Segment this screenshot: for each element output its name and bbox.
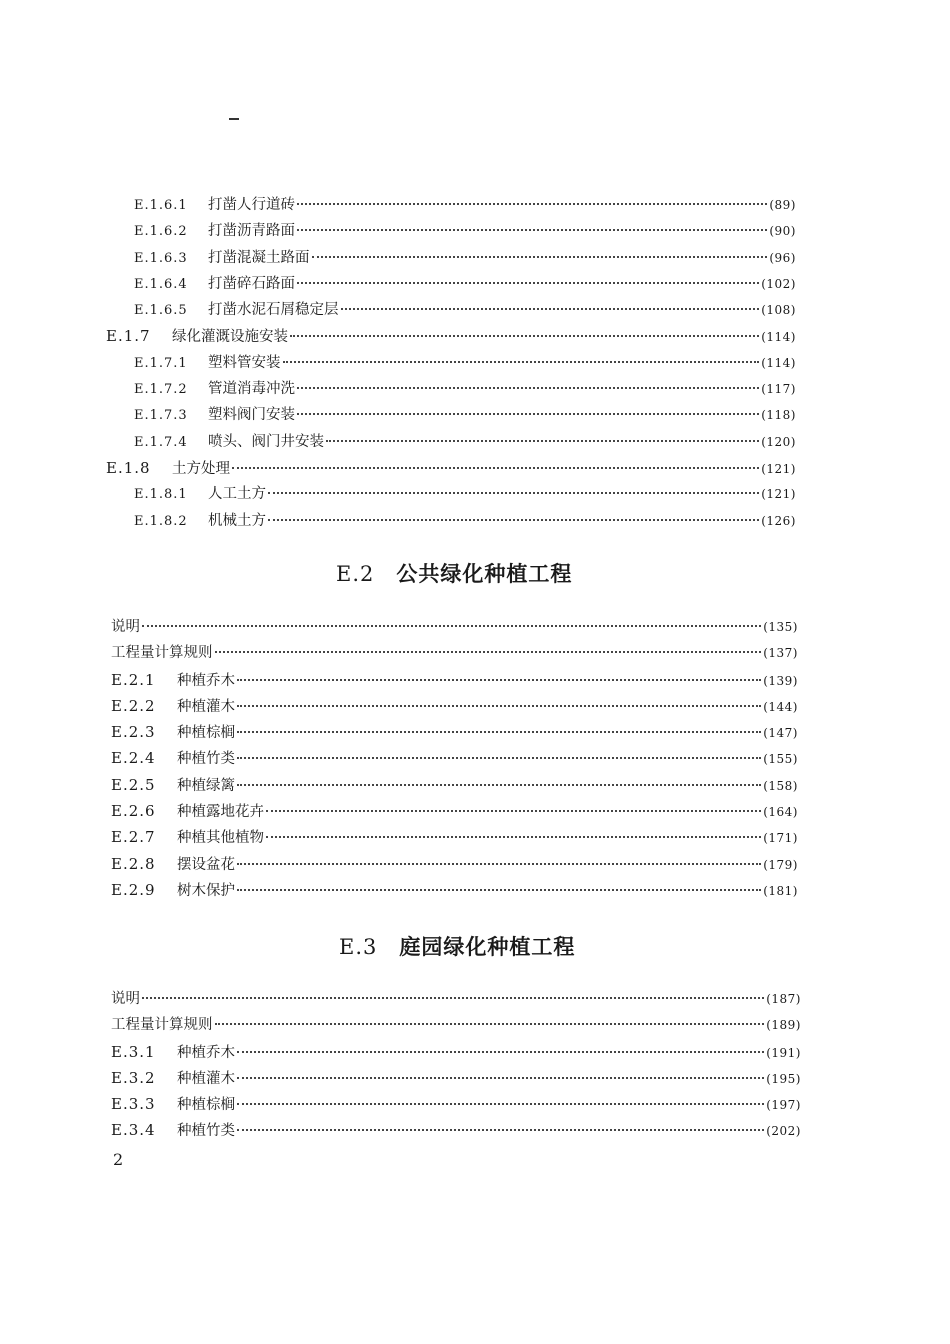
toc-entry [134, 350, 796, 376]
entry-page: (171) [763, 831, 798, 846]
toc-entry [134, 429, 796, 455]
section-heading-e3 [339, 931, 575, 961]
entry-number: E.1.6.2 [134, 224, 188, 240]
entry-title: 绿化灌溉设施安装 [172, 329, 288, 346]
toc-entry [134, 402, 796, 428]
entry-number: E.1.7.4 [134, 434, 188, 450]
section-title: 庭园绿化种植工程 [399, 935, 576, 959]
entry-page: (164) [763, 805, 798, 820]
entry-title: 喷头、阀门井安装 [208, 433, 324, 450]
entry-page: (197) [766, 1098, 801, 1113]
dot-leader [142, 624, 761, 627]
section-title: 公共绿化种植工程 [396, 562, 573, 586]
dot-leader [237, 1050, 764, 1053]
toc-entry [111, 798, 798, 824]
entry-number: E.1.7 [106, 327, 151, 346]
toc-entry [111, 1012, 801, 1038]
entry-page: (90) [769, 224, 796, 239]
toc-entry [134, 481, 796, 507]
entry-title: 摆设盆花 [177, 856, 235, 873]
dot-leader [297, 281, 759, 284]
entry-title: 种植露地花卉 [177, 804, 264, 821]
dot-leader [266, 809, 761, 812]
toc-entry [111, 667, 798, 693]
toc-e3 [111, 986, 801, 1144]
toc-entry [134, 376, 796, 402]
toc-entry [111, 1117, 801, 1143]
dot-leader [237, 730, 761, 733]
entry-number: E.1.8.2 [134, 513, 188, 529]
entry-page: (96) [769, 250, 796, 265]
entry-title: 种植其他植物 [177, 830, 264, 847]
entry-page: (118) [761, 408, 796, 423]
entry-title: 打凿碎石路面 [208, 275, 295, 292]
dot-leader [237, 1128, 764, 1131]
toc-part1 [106, 192, 796, 534]
toc-entry [111, 986, 801, 1012]
section-number: E.2 [336, 562, 375, 586]
entry-page: (114) [761, 330, 796, 345]
entry-number: E.1.6.1 [134, 198, 188, 213]
entry-number: E.2.6 [111, 802, 156, 821]
dot-leader [237, 1102, 764, 1105]
dot-leader [215, 650, 762, 653]
toc-entry [111, 1039, 801, 1065]
dot-leader [237, 783, 761, 786]
entry-title: 说明 [111, 991, 140, 1007]
entry-number: E.1.6.3 [134, 250, 188, 266]
entry-page: (191) [766, 1045, 801, 1060]
toc-entry [111, 719, 798, 745]
entry-title: 种植乔木 [177, 672, 235, 689]
entry-page: (158) [763, 778, 798, 793]
toc-entry [111, 877, 798, 903]
entry-title: 打凿沥青路面 [208, 223, 295, 240]
entry-number: E.2.4 [111, 749, 156, 768]
entry-title: 机械土方 [208, 512, 266, 529]
entry-number: E.1.7.2 [134, 382, 188, 398]
dot-leader [237, 704, 761, 707]
dot-leader [290, 334, 759, 337]
entry-title: 种植棕榈 [177, 725, 235, 742]
entry-title: 种植灌木 [177, 698, 235, 715]
entry-title: 人工土方 [208, 486, 266, 503]
entry-title: 土方处理 [172, 460, 230, 477]
toc-entry [134, 297, 796, 323]
entry-number: E.1.7.3 [134, 408, 188, 424]
dot-leader [142, 996, 764, 999]
toc-entry [134, 271, 796, 297]
dot-leader [232, 466, 759, 469]
entry-number: E.2.9 [111, 880, 156, 899]
entry-title: 种植竹类 [177, 1123, 235, 1140]
dot-leader [237, 888, 761, 891]
entry-page: (144) [763, 699, 798, 714]
entry-number: E.2.8 [111, 854, 156, 873]
entry-number: E.2.7 [111, 828, 156, 847]
entry-title: 打凿混凝土路面 [208, 249, 310, 266]
toc-entry [106, 455, 796, 481]
toc-entry [111, 824, 798, 850]
entry-number: E.3.1 [111, 1042, 156, 1061]
dot-leader [268, 491, 759, 494]
toc-entry [111, 851, 798, 877]
toc-e2 [111, 614, 798, 903]
entry-number: E.3.3 [111, 1095, 156, 1114]
dot-leader [266, 835, 761, 838]
entry-number: E.1.7.1 [134, 355, 188, 371]
entry-page: (121) [761, 487, 796, 502]
entry-title: 种植灌木 [177, 1070, 235, 1087]
entry-title: 种植竹类 [177, 751, 235, 768]
entry-page: (121) [761, 461, 796, 476]
toc-entry [111, 1065, 801, 1091]
dot-leader [268, 518, 759, 521]
dot-leader [237, 862, 761, 865]
entry-title: 工程量计算规则 [111, 645, 213, 662]
toc-entry [111, 614, 798, 640]
toc-entry [111, 772, 798, 798]
dot-leader [297, 386, 759, 389]
entry-page: (147) [763, 726, 798, 741]
toc-entry [134, 192, 796, 218]
toc-entry [134, 218, 796, 244]
toc-entry [111, 693, 798, 719]
entry-number: E.3.2 [111, 1068, 156, 1087]
section-heading-e2 [336, 558, 572, 588]
entry-title: 打凿水泥石屑稳定层 [208, 302, 339, 319]
entry-title: 塑料管安装 [208, 354, 281, 371]
toc-entry [134, 245, 796, 271]
entry-page: (108) [761, 303, 796, 318]
entry-number: E.2.5 [111, 775, 156, 794]
entry-page: (187) [766, 992, 801, 1006]
entry-page: (189) [766, 1018, 801, 1033]
dot-leader [237, 678, 761, 681]
entry-number: E.2.3 [111, 723, 156, 742]
toc-entry [111, 745, 798, 771]
entry-page: (195) [766, 1071, 801, 1086]
entry-title: 种植绿篱 [177, 777, 235, 794]
toc-entry [111, 640, 798, 666]
entry-page: (120) [761, 434, 796, 449]
entry-number: E.3.4 [111, 1121, 156, 1140]
dot-leader [341, 307, 760, 310]
dot-leader [237, 756, 761, 759]
entry-title: 种植棕榈 [177, 1097, 235, 1114]
entry-title: 打凿人行道砖 [208, 197, 295, 213]
dot-leader [283, 360, 760, 363]
entry-page: (135) [763, 620, 798, 634]
entry-page: (137) [763, 646, 798, 661]
toc-entry [111, 1091, 801, 1117]
section-number: E.3 [339, 935, 378, 959]
dot-leader [326, 439, 759, 442]
entry-page: (202) [766, 1124, 801, 1139]
page-number: 2 [113, 1150, 124, 1169]
entry-page: (102) [761, 276, 796, 291]
entry-page: (181) [763, 883, 798, 898]
entry-number: E.2.1 [111, 670, 156, 689]
entry-page: (155) [763, 752, 798, 767]
entry-number: E.1.6.4 [134, 276, 188, 292]
entry-number: E.1.6.5 [134, 303, 188, 319]
entry-title: 管道消毒冲洗 [208, 381, 295, 398]
entry-number: E.2.2 [111, 696, 156, 715]
entry-page: (89) [769, 198, 796, 212]
entry-title: 工程量计算规则 [111, 1017, 213, 1034]
dot-leader [297, 202, 767, 205]
dot-leader [297, 412, 759, 415]
toc-entry [106, 323, 796, 349]
entry-title: 树木保护 [177, 882, 235, 899]
entry-page: (139) [763, 673, 798, 688]
dot-leader [297, 228, 767, 231]
entry-number: E.1.8.1 [134, 487, 188, 503]
entry-title: 说明 [111, 619, 140, 635]
dot-leader [215, 1022, 765, 1025]
entry-title: 种植乔木 [177, 1044, 235, 1061]
entry-number: E.1.8 [106, 458, 151, 477]
entry-page: (126) [761, 513, 796, 528]
entry-page: (114) [761, 355, 796, 370]
toc-entry [134, 508, 796, 534]
entry-page: (179) [763, 857, 798, 872]
entry-title: 塑料阀门安装 [208, 407, 295, 424]
stray-mark [229, 118, 239, 120]
dot-leader [237, 1076, 764, 1079]
dot-leader [312, 255, 768, 258]
entry-page: (117) [761, 382, 796, 397]
